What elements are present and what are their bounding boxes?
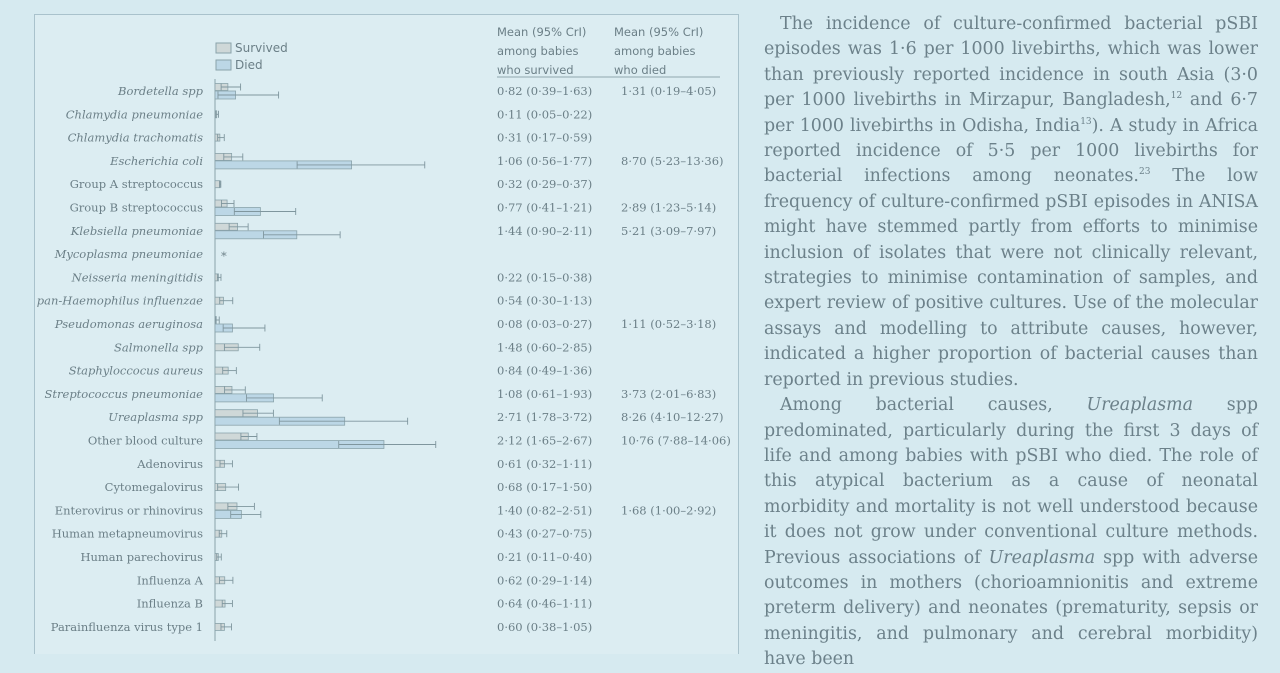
col-header-survived-line: among babies [497, 44, 579, 58]
value-survived: 0·22 (0·15–0·38) [497, 270, 593, 285]
row-label: Pseudomonas aeruginosa [54, 317, 203, 331]
value-died: 10·76 (7·88–14·06) [621, 433, 731, 448]
value-survived: 0·61 (0·32–1·11) [497, 456, 593, 471]
row-label: Chlamydia trachomatis [67, 130, 203, 145]
article-paragraph [764, 12, 1258, 393]
row-label: Group B streptococcus [69, 200, 203, 215]
value-survived: 0·54 (0·30–1·13) [497, 293, 593, 308]
text-run: The low frequency of culture-confirmed pSBI episodes in ANISA might have stemmed partly from efforts to minimise inclusion of isolates that were not clinically relevant, strategies to minimise contamination of samples, and expert review of positive cultures. Use of the molecular assays and modelling to attribute causes, however, indicated a higher proportion of bacterial causes than reported in previous studies. [764, 166, 1258, 390]
row-label: Enterovirus or rhinovirus [54, 503, 203, 518]
not-estimated-mark: * [221, 249, 227, 264]
value-survived: 0·31 (0·17–0·59) [497, 130, 593, 145]
row-label: Human metapneumovirus [51, 526, 203, 541]
value-died: 2·89 (1·23–5·14) [621, 200, 717, 215]
row-label: Human parechovirus [80, 550, 203, 564]
row-label: Mycoplasma pneumoniae [54, 247, 203, 262]
value-survived: 0·32 (0·29–0·37) [497, 177, 593, 192]
row-label: pan-Haemophilus influenzae [36, 293, 203, 308]
text-run: ). A study in Africa reported incidence of 5·5 per 1000 livebirths for bacterial infections among neonates. [764, 115, 1258, 187]
row-label: Staphyloccocus aureus [68, 363, 203, 378]
italic-term: Ureaplasma [988, 547, 1096, 568]
value-survived: 0·62 (0·29–1·14) [497, 573, 593, 588]
col-header-died-line: who died [614, 63, 667, 77]
value-survived: 0·43 (0·27–0·75) [497, 526, 593, 541]
row-label: Bordetella spp [118, 84, 203, 98]
value-survived: 2·12 (1·65–2·67) [497, 433, 593, 448]
value-survived: 0·77 (0·41–1·21) [497, 200, 593, 215]
value-died: 8·70 (5·23–13·36) [621, 153, 724, 168]
row-label: Salmonella spp [114, 340, 203, 355]
row-label: Parainfluenza virus type 1 [50, 619, 203, 634]
article-paragraph [764, 393, 1258, 672]
value-survived: 1·48 (0·60–2·85) [497, 340, 593, 355]
value-died: 1·11 (0·52–3·18) [621, 317, 717, 331]
value-survived: 0·08 (0·03–0·27) [497, 317, 593, 331]
reference-superscript: 23 [1138, 167, 1151, 178]
value-survived: 0·68 (0·17–1·50) [497, 480, 593, 495]
value-died: 1·68 (1·00–2·92) [621, 503, 717, 518]
italic-term: Ureaplasma [1086, 395, 1194, 416]
legend-label-died: Died [235, 58, 263, 72]
row-label: Klebsiella pneumoniae [70, 223, 203, 238]
reference-superscript: 12 [1170, 91, 1183, 102]
value-died: 1·31 (0·19–4·05) [621, 84, 717, 98]
row-label: Neisseria meningitidis [71, 270, 203, 285]
value-survived: 0·60 (0·38–1·05) [497, 619, 593, 634]
reference-superscript: 13 [1080, 116, 1092, 127]
value-survived: 0·82 (0·39–1·63) [497, 84, 593, 98]
text-run: and 6·7 per 1000 livebirths in Odisha, India [764, 90, 1258, 136]
row-label: Ureaplasma spp [108, 410, 203, 425]
row-label: Influenza A [136, 573, 203, 588]
text-run: The incidence of culture-confirmed bacterial pSBI episodes was 1·6 per 1000 livebirths, which was lower than previously reported incidence in south Asia (3·0 per 1000 livebirths in Mirzapur, Bangladesh, [764, 14, 1258, 111]
value-survived: 0·21 (0·11–0·40) [497, 550, 593, 564]
value-died: 3·73 (2·01–6·83) [621, 386, 717, 401]
text-run: spp with adverse outcomes in mothers (chorioamnionitis and extreme preterm delivery) and neonates (prematurity, sepsis or meningitis, and pulmonary and cerebral morbidity) have been [764, 547, 1259, 670]
col-header-survived-line: Mean (95% CrI) [497, 25, 587, 39]
value-survived: 2·71 (1·78–3·72) [497, 410, 593, 425]
value-survived: 0·11 (0·05–0·22) [497, 107, 593, 122]
value-died: 8·26 (4·10–12·27) [621, 410, 724, 425]
value-survived: 1·06 (0·56–1·77) [497, 153, 593, 168]
value-survived: 0·84 (0·49–1·36) [497, 363, 593, 378]
value-died: 5·21 (3·09–7·97) [621, 223, 717, 238]
legend-label-survived: Survived [235, 41, 288, 55]
legend-swatch-survived [216, 43, 231, 53]
value-survived: 0·64 (0·46–1·11) [497, 596, 593, 611]
row-label: Streptococcus pneumoniae [44, 386, 203, 401]
row-label: Group A streptococcus [69, 177, 203, 192]
row-label: Adenovirus [137, 456, 203, 471]
value-survived: 1·40 (0·82–2·51) [497, 503, 593, 518]
row-label: Chlamydia pneumoniae [65, 107, 203, 122]
value-survived: 1·08 (0·61–1·93) [497, 386, 593, 401]
legend-swatch-died [216, 60, 231, 70]
col-header-died-line: Mean (95% CrI) [614, 25, 704, 39]
value-survived: 1·44 (0·90–2·11) [497, 223, 593, 238]
row-label: Influenza B [136, 596, 203, 611]
row-label: Other blood culture [87, 433, 203, 448]
article-body-text [764, 12, 1258, 673]
col-header-survived-line: who survived [497, 63, 574, 77]
row-label: Escherichia coli [110, 153, 203, 168]
forest-plot-svg [35, 15, 740, 641]
forest-plot-figure [34, 14, 739, 654]
col-header-died-line: among babies [614, 44, 696, 58]
text-run: spp predominated, particularly during the first 3 days of life and among babies with pSBI who died. The role of this atypical bacterium as a cause of neonatal morbidity and mortality is not well understood because it does not grow under conventional culture methods. Previous associations of [764, 395, 1258, 568]
text-run: Among bacterial causes, [780, 395, 1087, 416]
row-label: Cytomegalovirus [104, 480, 203, 495]
